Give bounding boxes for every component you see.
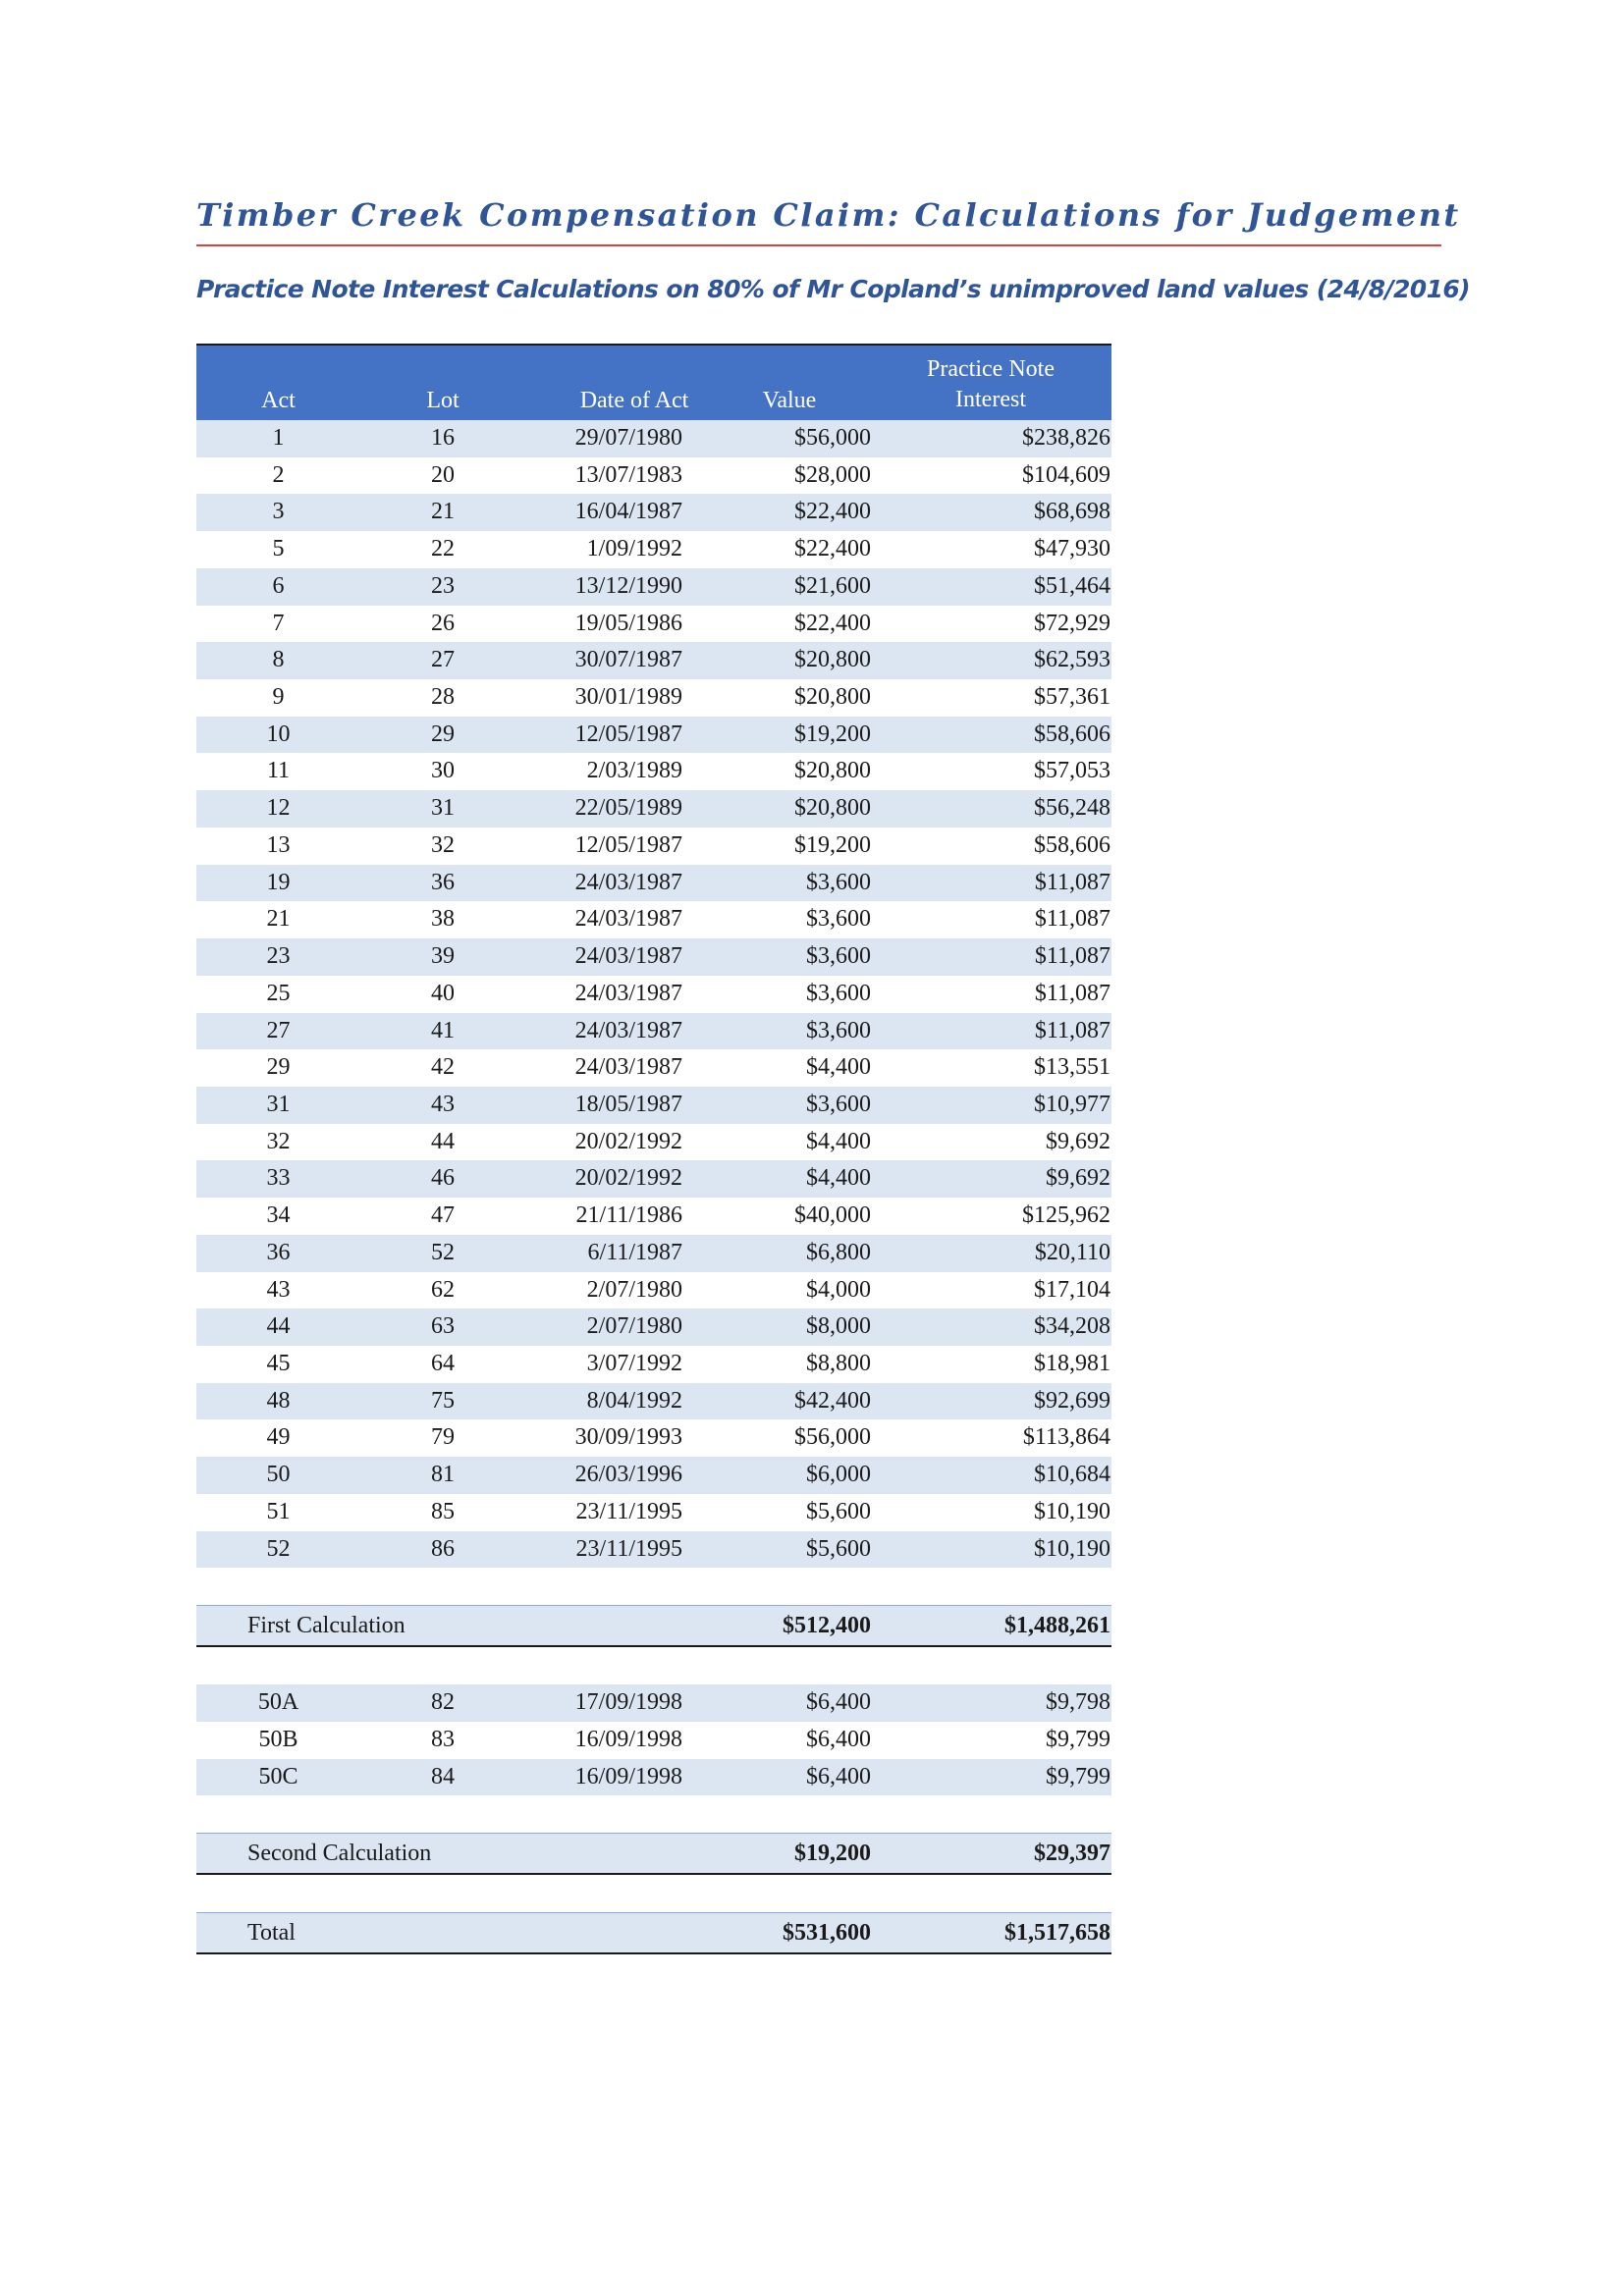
header-lot: Lot	[426, 388, 460, 413]
cell-lot: 47	[431, 1202, 455, 1229]
cell-value: $22,400	[794, 610, 871, 636]
cell-lot: 39	[431, 943, 455, 970]
cell-date: 3/07/1992	[586, 1350, 682, 1376]
table-row	[196, 1235, 1111, 1272]
cell-date: 30/07/1987	[574, 647, 682, 673]
cell-lot: 42	[431, 1054, 455, 1081]
cell-interest: $13,551	[1034, 1054, 1110, 1081]
cell-act: 21	[266, 906, 291, 933]
cell-date: 24/03/1987	[574, 869, 682, 895]
cell-date: 23/11/1995	[575, 1498, 682, 1524]
cell-value: $28,000	[794, 461, 871, 488]
cell-value: $5,600	[806, 1498, 871, 1524]
table-row	[196, 1160, 1111, 1198]
cell-lot: 31	[431, 795, 455, 822]
table-row	[196, 790, 1111, 828]
cell-value: $20,800	[794, 647, 871, 673]
table-row	[196, 1759, 1111, 1796]
table-row	[196, 1087, 1111, 1124]
cell-act: 50C	[258, 1763, 298, 1789]
cell-interest: $20,110	[1034, 1239, 1110, 1265]
grand-total-value: $531,600	[783, 1920, 871, 1947]
cell-date: 30/09/1993	[574, 1424, 682, 1451]
cell-value: $56,000	[794, 425, 871, 451]
table-row	[196, 1198, 1111, 1235]
cell-value: $19,200	[794, 831, 871, 858]
cell-value: $4,400	[806, 1165, 871, 1192]
cell-value: $3,600	[806, 980, 871, 1006]
cell-act: 49	[266, 1424, 291, 1451]
cell-interest: $125,962	[1022, 1202, 1110, 1229]
cell-interest: $113,864	[1022, 1424, 1110, 1451]
spacer	[196, 1647, 1111, 1684]
table-row	[196, 568, 1111, 606]
cell-act: 3	[272, 499, 285, 525]
cell-value: $8,800	[806, 1350, 871, 1376]
cell-lot: 86	[431, 1535, 455, 1562]
table-header	[196, 344, 1111, 420]
cell-lot: 29	[431, 721, 455, 747]
cell-interest: $72,929	[1034, 610, 1110, 636]
header-interest	[871, 354, 1110, 415]
second-calculation-row	[196, 1833, 1111, 1875]
cell-interest: $11,087	[1034, 943, 1110, 970]
table-row	[196, 420, 1111, 457]
cell-interest: $56,248	[1034, 795, 1110, 822]
cell-interest: $58,606	[1034, 721, 1110, 747]
second-calculation-label: Second Calculation	[247, 1841, 432, 1867]
cell-lot: 26	[431, 610, 455, 636]
table-row	[196, 717, 1111, 754]
table-row	[196, 1457, 1111, 1494]
cell-date: 2/03/1989	[586, 758, 682, 784]
cell-interest: $9,799	[1046, 1763, 1110, 1789]
cell-interest: $47,930	[1034, 536, 1110, 562]
cell-interest: $62,593	[1034, 647, 1110, 673]
cell-lot: 81	[431, 1462, 455, 1488]
cell-date: 13/07/1983	[574, 461, 682, 488]
cell-value: $6,400	[806, 1689, 871, 1716]
cell-date: 16/09/1998	[574, 1727, 682, 1752]
cell-value: $6,000	[806, 1462, 871, 1488]
cell-act: 36	[266, 1239, 291, 1265]
cell-lot: 36	[431, 869, 455, 895]
cell-lot: 21	[431, 499, 455, 525]
cell-lot: 44	[431, 1128, 455, 1154]
cell-value: $4,400	[806, 1054, 871, 1081]
grand-total-interest: $1,517,658	[1004, 1920, 1110, 1947]
cell-value: $4,000	[806, 1276, 871, 1303]
cell-act: 51	[266, 1498, 291, 1524]
cell-interest: $104,609	[1022, 461, 1110, 488]
cell-lot: 83	[431, 1727, 455, 1752]
cell-act: 6	[272, 572, 285, 599]
header-value: Value	[762, 388, 817, 413]
cell-lot: 28	[431, 684, 455, 711]
cell-act: 10	[266, 721, 291, 747]
cell-act: 12	[266, 795, 291, 822]
cell-date: 18/05/1987	[574, 1091, 682, 1117]
cell-lot: 79	[431, 1424, 455, 1451]
cell-interest: $17,104	[1034, 1276, 1110, 1303]
cell-interest: $11,087	[1034, 906, 1110, 933]
cell-value: $6,800	[806, 1239, 871, 1265]
header-act: Act	[261, 388, 296, 413]
cell-interest: $58,606	[1034, 831, 1110, 858]
second-calculation-interest: $29,397	[1034, 1841, 1110, 1867]
cell-date: 29/07/1980	[574, 425, 682, 451]
cell-value: $22,400	[794, 536, 871, 562]
cell-lot: 84	[431, 1763, 455, 1789]
cell-value: $3,600	[806, 869, 871, 895]
cell-date: 13/12/1990	[574, 572, 682, 599]
cell-interest: $10,190	[1034, 1535, 1110, 1562]
cell-value: $8,000	[806, 1313, 871, 1340]
first-calculation-row	[196, 1605, 1111, 1647]
cell-interest: $9,799	[1046, 1727, 1110, 1752]
cell-lot: 41	[431, 1017, 455, 1043]
cell-value: $56,000	[794, 1424, 871, 1451]
cell-lot: 20	[431, 461, 455, 488]
cell-interest: $34,208	[1034, 1313, 1110, 1340]
cell-lot: 85	[431, 1498, 455, 1524]
cell-value: $20,800	[794, 758, 871, 784]
cell-date: 30/01/1989	[574, 684, 682, 711]
cell-value: $6,400	[806, 1763, 871, 1789]
cell-interest: $10,684	[1034, 1462, 1110, 1488]
cell-act: 52	[266, 1535, 291, 1562]
table-row	[196, 1272, 1111, 1309]
cell-date: 17/09/1998	[574, 1689, 682, 1716]
cell-date: 24/03/1987	[574, 1054, 682, 1081]
cell-interest: $10,977	[1034, 1091, 1110, 1117]
cell-value: $3,600	[806, 943, 871, 970]
cell-act: 9	[272, 684, 285, 711]
cell-date: 8/04/1992	[586, 1387, 682, 1414]
first-calculation-label: First Calculation	[247, 1613, 406, 1639]
cell-act: 27	[266, 1017, 291, 1043]
cell-interest: $11,087	[1034, 980, 1110, 1006]
cell-lot: 16	[431, 425, 455, 451]
second-calculation-value: $19,200	[794, 1841, 871, 1867]
cell-lot: 52	[431, 1239, 455, 1265]
spacer	[196, 1795, 1111, 1833]
table-row	[196, 1531, 1111, 1569]
cell-interest: $68,698	[1034, 499, 1110, 525]
table-row	[196, 1419, 1111, 1457]
cell-act: 50B	[258, 1727, 298, 1752]
cell-value: $6,400	[806, 1727, 871, 1752]
cell-act: 11	[266, 758, 291, 784]
table-row	[196, 1494, 1111, 1531]
cell-date: 2/07/1980	[586, 1276, 682, 1303]
cell-act: 7	[272, 610, 285, 636]
cell-date: 1/09/1992	[586, 536, 682, 562]
cell-value: $42,400	[794, 1387, 871, 1414]
page-subtitle: Practice Note Interest Calculations on 80% of Mr Copland’s unimproved land values (24/8/2016)	[196, 275, 1470, 303]
header-interest-line1: Practice Note	[927, 356, 1055, 382]
cell-date: 24/03/1987	[574, 906, 682, 933]
cell-interest: $10,190	[1034, 1498, 1110, 1524]
cell-interest: $18,981	[1034, 1350, 1110, 1376]
cell-act: 29	[266, 1054, 291, 1081]
header-interest-line2: Interest	[955, 387, 1026, 412]
cell-date: 24/03/1987	[574, 943, 682, 970]
cell-interest: $9,692	[1046, 1128, 1110, 1154]
cell-act: 25	[266, 980, 291, 1006]
grand-total-label: Total	[247, 1920, 296, 1947]
table-row	[196, 642, 1111, 679]
second-calculation-rows	[196, 1684, 1111, 1795]
cell-interest: $9,692	[1046, 1165, 1110, 1192]
cell-act: 32	[266, 1128, 291, 1154]
title-divider	[196, 244, 1441, 246]
cell-date: 16/09/1998	[574, 1763, 682, 1789]
cell-date: 22/05/1989	[574, 795, 682, 822]
cell-date: 23/11/1995	[575, 1535, 682, 1562]
cell-value: $22,400	[794, 499, 871, 525]
table-row	[196, 753, 1111, 790]
cell-act: 23	[266, 943, 291, 970]
spacer	[196, 1568, 1111, 1605]
cell-interest: $238,826	[1022, 425, 1110, 451]
cell-date: 16/04/1987	[574, 499, 682, 525]
table-row	[196, 1013, 1111, 1050]
cell-value: $20,800	[794, 795, 871, 822]
header-date: Date of Act	[579, 388, 689, 413]
table-row	[196, 976, 1111, 1013]
cell-value: $5,600	[806, 1535, 871, 1562]
cell-lot: 22	[431, 536, 455, 562]
cell-lot: 23	[431, 572, 455, 599]
cell-interest: $92,699	[1034, 1387, 1110, 1414]
cell-interest: $57,361	[1034, 684, 1110, 711]
cell-date: 26/03/1996	[574, 1462, 682, 1488]
cell-date: 12/05/1987	[574, 831, 682, 858]
cell-value: $20,800	[794, 684, 871, 711]
cell-date: 21/11/1986	[575, 1202, 682, 1229]
cell-date: 24/03/1987	[574, 1017, 682, 1043]
cell-value: $4,400	[806, 1128, 871, 1154]
cell-act: 8	[272, 647, 285, 673]
cell-lot: 46	[431, 1165, 455, 1192]
cell-lot: 62	[431, 1276, 455, 1303]
table-row	[196, 865, 1111, 902]
cell-value: $21,600	[794, 572, 871, 599]
cell-act: 45	[266, 1350, 291, 1376]
cell-act: 48	[266, 1387, 291, 1414]
cell-act: 5	[272, 536, 285, 562]
table-row	[196, 1124, 1111, 1161]
first-calculation-interest: $1,488,261	[1004, 1613, 1110, 1639]
first-calculation-value: $512,400	[783, 1613, 871, 1639]
cell-interest: $57,053	[1034, 758, 1110, 784]
cell-act: 13	[266, 831, 291, 858]
cell-act: 2	[272, 461, 285, 488]
cell-lot: 43	[431, 1091, 455, 1117]
cell-act: 44	[266, 1313, 291, 1340]
cell-lot: 40	[431, 980, 455, 1006]
table-row	[196, 494, 1111, 531]
table-row	[196, 1684, 1111, 1722]
cell-act: 33	[266, 1165, 291, 1192]
cell-value: $3,600	[806, 1017, 871, 1043]
cell-act: 43	[266, 1276, 291, 1303]
cell-act: 50	[266, 1462, 291, 1488]
cell-date: 20/02/1992	[574, 1128, 682, 1154]
cell-date: 24/03/1987	[574, 980, 682, 1006]
calculation-table	[196, 344, 1111, 1954]
cell-lot: 82	[431, 1689, 455, 1716]
table-row	[196, 457, 1111, 495]
cell-value: $3,600	[806, 1091, 871, 1117]
first-calculation-rows	[196, 420, 1111, 1568]
cell-value: $40,000	[794, 1202, 871, 1229]
cell-lot: 64	[431, 1350, 455, 1376]
cell-date: 12/05/1987	[574, 721, 682, 747]
cell-date: 20/02/1992	[574, 1165, 682, 1192]
page-title: Timber Creek Compensation Claim: Calculations for Judgement	[196, 196, 1461, 234]
cell-act: 1	[272, 425, 285, 451]
table-row	[196, 1049, 1111, 1087]
table-row	[196, 531, 1111, 568]
cell-lot: 38	[431, 906, 455, 933]
table-row	[196, 606, 1111, 643]
table-row	[196, 828, 1111, 865]
table-row	[196, 901, 1111, 938]
cell-lot: 63	[431, 1313, 455, 1340]
cell-value: $19,200	[794, 721, 871, 747]
cell-lot: 27	[431, 647, 455, 673]
cell-interest: $11,087	[1034, 1017, 1110, 1043]
table-row	[196, 679, 1111, 717]
table-row	[196, 1722, 1111, 1759]
cell-act: 19	[266, 869, 291, 895]
grand-total-row	[196, 1912, 1111, 1954]
table-row	[196, 1346, 1111, 1383]
cell-interest: $9,798	[1046, 1689, 1110, 1716]
cell-lot: 30	[431, 758, 455, 784]
cell-value: $3,600	[806, 906, 871, 933]
cell-act: 50A	[257, 1689, 299, 1716]
cell-interest: $51,464	[1034, 572, 1110, 599]
cell-lot: 32	[431, 831, 455, 858]
cell-date: 19/05/1986	[574, 610, 682, 636]
table-row	[196, 938, 1111, 976]
cell-interest: $11,087	[1034, 869, 1110, 895]
cell-act: 31	[266, 1091, 291, 1117]
cell-lot: 75	[431, 1387, 455, 1414]
cell-date: 2/07/1980	[586, 1313, 682, 1340]
cell-act: 34	[266, 1202, 291, 1229]
spacer	[196, 1875, 1111, 1912]
table-row	[196, 1308, 1111, 1346]
cell-date: 6/11/1987	[587, 1239, 682, 1265]
table-row	[196, 1383, 1111, 1420]
